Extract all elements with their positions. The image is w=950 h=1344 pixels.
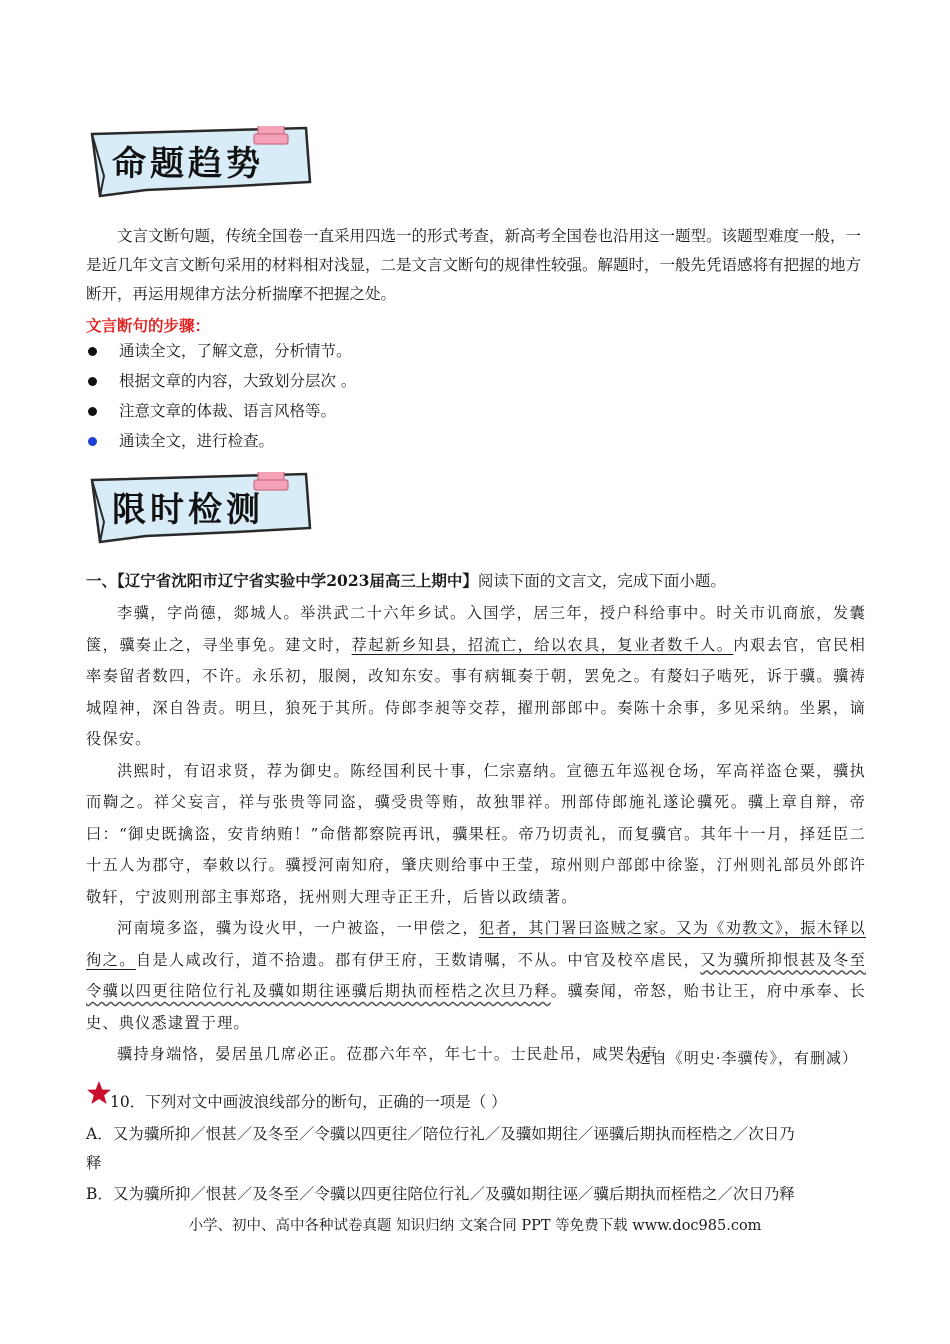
question-intro [86, 566, 726, 596]
option-a[interactable]: A．又为骥所抑／恨甚／及冬至／令骥以四更往／陪位行礼／及骥如期往／诬骥后期执而桎梏之／次日乃 释 [86, 1125, 795, 1172]
steps-heading: 文言断句的步骤： [86, 316, 211, 335]
bullet-icon [88, 377, 97, 386]
question-instruction: 阅读下面的文言文，完成下面小题。 [477, 572, 726, 590]
banner-title: 命题趋势 [112, 144, 264, 184]
passage-paragraph: 河南境多盗，骥为设火甲，一户被盗，一甲偿之，犯者，其门署曰盗贼之家。又为《劝教文》，振木铎以徇之。自是人咸改行，道不拾遗。郡有伊王府，王数请嘱，不从。中官及校卒虐民，又为骥所抑恨甚及冬至令骥以四更往陪位行礼及骥如期往诬骥后期执而桎梏之次旦乃释。骥奏闻，帝怒，贻书让王，府中承奉、长史、典仪悉逮置于理。 [86, 919, 867, 1032]
passage [86, 598, 866, 1071]
option-b[interactable]: B．又为骥所抑／恨甚／及冬至／令骥以四更往陪位行礼／及骥如期往诬／骥后期执而桎梏之／次日乃释 [86, 1185, 795, 1203]
passage-source: （选自《明史·李骥传》，有删减） [619, 1049, 858, 1067]
bullet-icon [88, 347, 97, 356]
document-page: 命题趋势 文言文断句题，传统全国卷一直采用四选一的形式考查，新高考全国卷也沿用这一题型。该题型难度一般，一是近几年文言文断句采用的材料相对浅显，二是文言文断句的规律性较强。解题时，一般先凭语感将有把握的地方断开，再运用规律方法分析揣摩不把握之处。 文言断句的步骤： 通读全文，了解文意，分析情节。 根据文章的内容，大致划分层次 。 注意文章的体裁、语言风格等。 通读全文，进行检查。 限时检测 一、【辽宁省沈阳市辽宁省实验中学2023届高三上期中】阅读下面的文言文，完成下面小题。 李骥，字尚德，郯城人。举洪武二十六年乡试。入国学，居三年，授户科给事中。时关市讥商旅，发囊箧，骥奏止之，寻坐事免。建文时，荐起新乡知县，招流亡，给以农具，复业者数千人。内艰去官，官民相率奏留者数四，不许。永乐初，服阕，改知东安。事有病辄奏于朝，罢免之。有嫠妇子啮死，诉于骥。骥祷城隍神，深自咎责。明旦，狼死于其所。侍郎李昶等交荐，擢刑部郎中。奏陈十余事，多见采纳。坐累，谪役保安。 洪熙时，有诏求贤，荐为御史。陈经国利民十事，仁宗嘉纳。宣德五年巡视仓场，军高祥盗仓粟，骥执而鞫之。祥父妄言，祥与张贵等同盗，骥受贵等贿，故独罪祥。刑部侍郎施礼遂论骥死。骥上章自辩，帝曰：“御史既擒盗，安肯纳贿！”命偕都察院再讯，骥果枉。帝乃切责礼，而复骥官。其年十一月，择廷臣二十五人为郡守，奉敕以行。骥授河南知府，肇庆则给事中王莹，琼州则户部郎中徐鉴，汀州则礼部员外郎许敬轩，宁波则刑部主事郑珞，抚州则大理寺正王升，后皆以政绩著。 河南境多盗，骥为设火甲，一户被盗，一甲偿之，犯者，其门署曰盗贼之家。又为《劝教文》，振木铎以徇之。自是人咸改行，道不拾遗。郡有伊王府，王数请嘱，不从。中官及校卒虐民，又为骥所抑恨甚及冬至令骥以四更往陪位行礼及骥如期往诬骥后期执而桎梏之次旦乃释。骥奏闻，帝怒，贻书让王，府中承奉、长史、典仪悉逮置于理。 骥持身端恪，晏居虽几席必正。莅郡六年卒，年七十。士民赴吊，咸哭失声。 （选自《明史·李骥传》，有删减） 10．下列对文中画波浪线部分的断句，正确的一项是（ ） A．又为骥所抑／恨甚／及冬至／令骥以四更往／陪位行礼／及骥如期往／诬骥后期执而桎梏之／次日乃 释 B．又为骥所抑／恨甚／及冬至／令骥以四更往陪位行礼／及骥如期往诬／骥后期执而桎梏之／次日乃释 小学、初中、高中各种试卷真题 知识归纳 文案合同 PPT 等免费下载 www.doc985.com [0, 0, 950, 1344]
star-icon [86, 1080, 112, 1106]
intro-paragraph: 文言文断句题，传统全国卷一直采用四选一的形式考查，新高考全国卷也沿用这一题型。该题型难度一般，一是近几年文言文断句采用的材料相对浅显，二是文言文断句的规律性较强。解题时，一般先凭语感将有把握的地方断开，再运用规律方法分析揣摩不把握之处。 [86, 227, 862, 303]
page-footer: 小学、初中、高中各种试卷真题 知识归纳 文案合同 PPT 等免费下载 www.doc985.com [188, 1218, 762, 1234]
passage-paragraph: 李骥，字尚德，郯城人。举洪武二十六年乡试。入国学，居三年，授户科给事中。时关市讥商旅，发囊箧，骥奏止之，寻坐事免。建文时，荐起新乡知县，招流亡，给以农具，复业者数千人。内艰去官，官民相率奏留者数四，不许。永乐初，服阕，改知东安。事有病辄奏于朝，罢免之。有嫠妇子啮死，诉于骥。骥祷城隍神，深自咎责。明旦，狼死于其所。侍郎李昶等交荐，擢刑部郎中。奏陈十余事，多见采纳。坐累，谪役保安。 [86, 604, 866, 748]
underlined-text: 荐起新乡知县，招流亡，给以农具，复业者数千人。 [351, 635, 734, 654]
bullet-icon [88, 437, 97, 446]
question-source: 一、【辽宁省沈阳市辽宁省实验中学2023届高三上期中】 [86, 571, 478, 590]
underlined-text: 犯者，其门署曰盗贼之家。又为《劝教文》，振木铎以徇之。 [86, 919, 867, 969]
bullet-icon [88, 407, 97, 416]
wavy-underlined-text: 又为骥所抑恨甚及冬至令骥以四更往陪位行礼及骥如期往诬骥后期执而桎梏之次旦乃释 [86, 950, 867, 1000]
passage-paragraph: 骥持身端恪，晏居虽几席必正。莅郡六年卒，年七十。士民赴吊，咸哭失声。 [117, 1045, 675, 1063]
banner-title: 限时检测 [112, 490, 264, 530]
passage-paragraph: 洪熙时，有诏求贤，荐为御史。陈经国利民十事，仁宗嘉纳。宣德五年巡视仓场，军高祥盗仓粟，骥执而鞫之。祥父妄言，祥与张贵等同盗，骥受贵等贿，故独罪祥。刑部侍郎施礼遂论骥死。骥上章自辩，帝曰：“御史既擒盗，安肯纳贿！”命偕都察院再讯，骥果枉。帝乃切责礼，而复骥官。其年十一月，择廷臣二十五人为郡守，奉敕以行。骥授河南知府，肇庆则给事中王莹，琼州则户部郎中徐鉴，汀州则礼部员外郎许敬轩，宁波则刑部主事郑珞，抚州则大理寺正王升，后皆以政绩著。 [86, 761, 866, 906]
question-10: 10．下列对文中画波浪线部分的断句，正确的一项是（ ） [110, 1093, 507, 1111]
section-banner-trend [86, 126, 314, 198]
section-banner-test [86, 472, 314, 544]
